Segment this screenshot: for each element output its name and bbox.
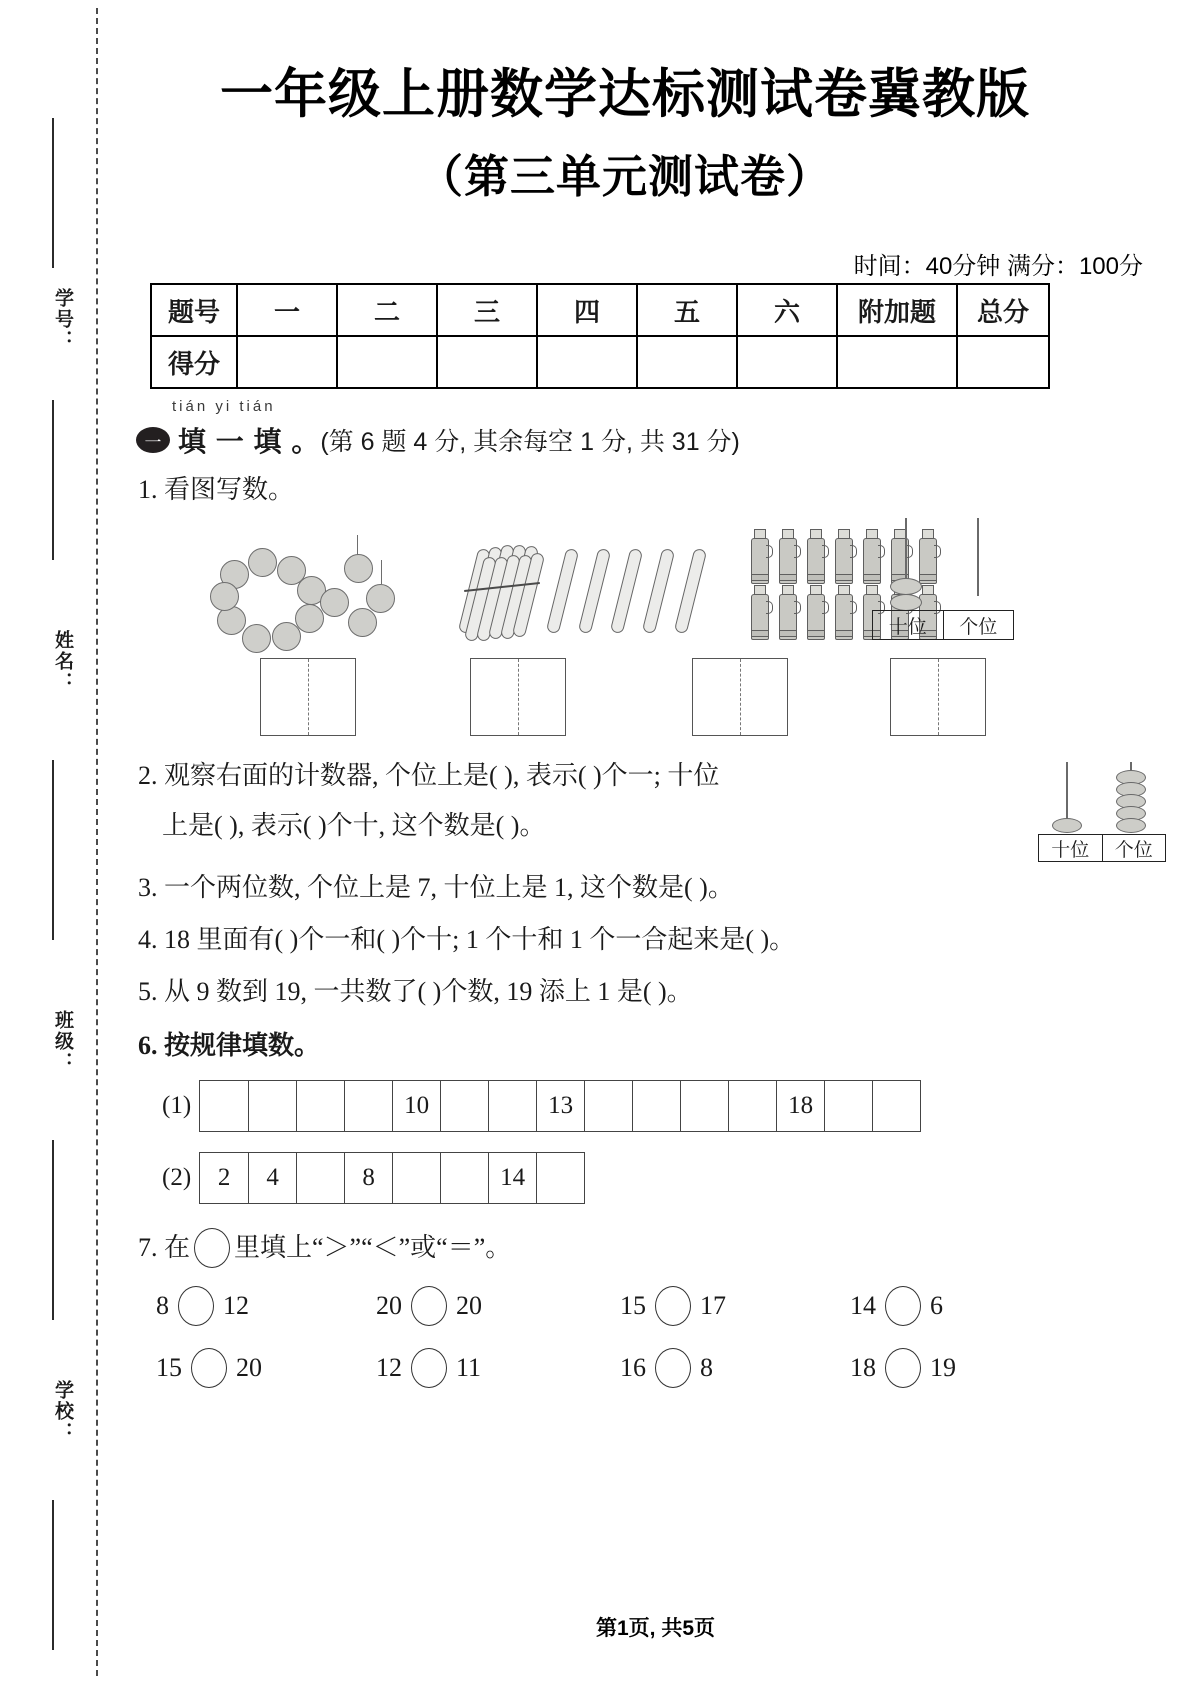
compare-left-number: 15 xyxy=(620,1291,646,1320)
compare-left-number: 8 xyxy=(156,1291,169,1320)
compare-right-number: 8 xyxy=(700,1353,713,1382)
abacus-q1-place-labels xyxy=(872,610,1014,640)
answer-box-q1-3[interactable] xyxy=(692,658,788,736)
score-table-col-6: 六 xyxy=(737,284,837,336)
compare-answer-circle[interactable] xyxy=(178,1286,214,1326)
table-row xyxy=(151,336,1049,388)
question-7-text-b: 里填上“＞”“＜”或“＝”。 xyxy=(234,1233,512,1263)
sequence-cell[interactable]: 18 xyxy=(776,1081,824,1131)
sequence-cell[interactable] xyxy=(632,1081,680,1131)
sequence-cell[interactable] xyxy=(488,1081,536,1131)
question-7-header xyxy=(138,1228,511,1268)
sequence-cell[interactable]: 10 xyxy=(392,1081,440,1131)
compare-answer-circle[interactable] xyxy=(885,1286,921,1326)
compare-right-number: 19 xyxy=(930,1353,956,1382)
circle-placeholder-icon xyxy=(194,1228,230,1268)
compare-answer-circle[interactable] xyxy=(191,1348,227,1388)
compare-answer-circle[interactable] xyxy=(655,1348,691,1388)
compare-answer-circle[interactable] xyxy=(411,1286,447,1326)
sequence-cell[interactable] xyxy=(200,1081,248,1131)
sequence-cell[interactable] xyxy=(824,1081,872,1131)
compare-pair xyxy=(156,1348,262,1388)
answer-box-q1-4[interactable] xyxy=(890,658,986,736)
section-bullet-icon: 一 xyxy=(136,427,170,453)
answer-box-q1-2[interactable] xyxy=(470,658,566,736)
section-points: (第 6 题 4 分, 其余每空 1 分, 共 31 分) xyxy=(320,428,740,456)
abacus-q2-place-labels xyxy=(1038,834,1166,862)
sequence-row-1 xyxy=(162,1080,921,1132)
compare-right-number: 11 xyxy=(456,1353,482,1382)
question-6-text: 6. 按规律填数。 xyxy=(138,1031,321,1060)
score-table-rowhead-qno: 题号 xyxy=(151,284,237,336)
compare-left-number: 20 xyxy=(376,1291,402,1320)
sequence-cell[interactable]: 2 xyxy=(217,1164,231,1191)
score-table xyxy=(150,283,1050,389)
section-pinyin: tián yi tián xyxy=(172,398,276,415)
question-7-text-a: 7. 在 xyxy=(138,1233,191,1263)
sequence-cell[interactable]: 13 xyxy=(536,1081,584,1131)
margin-field-school: 学校： xyxy=(52,1380,73,1443)
sequence-cell[interactable] xyxy=(536,1153,584,1203)
sequence-cell[interactable]: 14 xyxy=(488,1153,536,1203)
left-margin-strip xyxy=(0,0,120,1684)
sequence-row-2-label: (2) xyxy=(162,1164,192,1191)
margin-rule-4 xyxy=(52,1140,54,1320)
compare-pair xyxy=(850,1286,943,1326)
compare-right-number: 20 xyxy=(236,1353,262,1382)
compare-pair xyxy=(620,1348,713,1388)
compare-answer-circle[interactable] xyxy=(655,1286,691,1326)
sequence-row-2 xyxy=(162,1152,585,1204)
margin-rule-3 xyxy=(52,760,54,940)
compare-left-number: 12 xyxy=(376,1353,402,1382)
answer-box-q1-1[interactable] xyxy=(260,658,356,736)
margin-rule-1 xyxy=(52,118,54,268)
score-cell-3[interactable] xyxy=(437,336,537,388)
section-header-one xyxy=(136,420,740,460)
question-1-text: 1. 看图写数。 xyxy=(138,475,295,504)
compare-right-number: 20 xyxy=(456,1291,482,1320)
score-table-col-3: 三 xyxy=(437,284,537,336)
question-3-text: 3. 一个两位数, 个位上是 7, 十位上是 1, 这个数是( )。 xyxy=(138,873,734,902)
score-table-col-4: 四 xyxy=(537,284,637,336)
margin-dashed-line xyxy=(96,8,98,1676)
sequence-cell[interactable] xyxy=(392,1153,440,1203)
sequence-cell[interactable] xyxy=(440,1153,488,1203)
sequence-cell[interactable] xyxy=(872,1081,920,1131)
sequence-cell[interactable] xyxy=(296,1081,344,1131)
sequence-cell[interactable] xyxy=(248,1081,296,1131)
score-table-rowhead-score: 得分 xyxy=(151,336,237,388)
sequence-row-1-label: (1) xyxy=(162,1092,192,1119)
sequence-grid-1[interactable] xyxy=(199,1080,921,1132)
score-table-col-1: 一 xyxy=(237,284,337,336)
sequence-cell[interactable]: 4 xyxy=(248,1153,296,1203)
compare-pair xyxy=(376,1286,482,1326)
compare-answer-circle[interactable] xyxy=(411,1348,447,1388)
table-row xyxy=(151,284,1049,336)
compare-pair xyxy=(850,1348,956,1388)
score-cell-4[interactable] xyxy=(537,336,637,388)
sequence-cell[interactable] xyxy=(680,1081,728,1131)
abacus-q1-ones-label: 个位 xyxy=(943,611,1014,639)
question-4-text: 4. 18 里面有( )个一和( )个十; 1 个十和 1 个一合起来是( )。 xyxy=(138,925,796,954)
sequence-cell[interactable] xyxy=(296,1153,344,1203)
abacus-q2-tens-label: 十位 xyxy=(1051,839,1090,861)
compare-pair xyxy=(376,1348,481,1388)
score-cell-total[interactable] xyxy=(957,336,1049,388)
question-2-line1: 2. 观察右面的计数器, 个位上是( ), 表示( )个一; 十位 xyxy=(138,761,720,790)
sequence-cell[interactable] xyxy=(344,1081,392,1131)
margin-rule-2 xyxy=(52,400,54,560)
margin-rule-5 xyxy=(52,1500,54,1650)
question-5-text: 5. 从 9 数到 19, 一共数了( )个数, 19 添上 1 是( )。 xyxy=(138,977,693,1006)
score-cell-2[interactable] xyxy=(337,336,437,388)
abacus-q2-ones-label: 个位 xyxy=(1102,835,1166,861)
score-cell-6[interactable] xyxy=(737,336,837,388)
page-title-line2: （第三单元测试卷） xyxy=(417,151,832,202)
compare-left-number: 18 xyxy=(850,1353,876,1382)
score-table-col-5: 五 xyxy=(637,284,737,336)
exam-meta-info: 时间：40分钟 满分：100分 xyxy=(853,253,1143,280)
sequence-grid-2[interactable] xyxy=(199,1152,585,1204)
score-table-col-total: 总分 xyxy=(957,284,1049,336)
compare-left-number: 16 xyxy=(620,1353,646,1382)
compare-right-number: 17 xyxy=(700,1291,726,1320)
sequence-cell[interactable] xyxy=(728,1081,776,1131)
compare-right-number: 12 xyxy=(223,1291,249,1320)
page-title-line1: 一年级上册数学达标测试卷冀教版 xyxy=(220,65,1030,124)
score-table-col-2: 二 xyxy=(337,284,437,336)
section-title: 填 一 填 。 xyxy=(178,426,321,457)
page-footer: 第1页, 共5页 xyxy=(595,1617,716,1640)
compare-left-number: 14 xyxy=(850,1291,876,1320)
compare-right-number: 6 xyxy=(930,1291,943,1320)
score-cell-extra[interactable] xyxy=(837,336,957,388)
score-cell-1[interactable] xyxy=(237,336,337,388)
sequence-cell[interactable] xyxy=(584,1081,632,1131)
margin-field-class: 班级： xyxy=(52,1010,73,1073)
question-2-line2: 上是( ), 表示( )个十, 这个数是( )。 xyxy=(162,811,546,840)
worksheet-page xyxy=(120,0,1191,1684)
compare-pair xyxy=(620,1286,726,1326)
compare-pair xyxy=(156,1286,249,1326)
abacus-q1-tens-label: 十位 xyxy=(888,616,927,638)
score-cell-5[interactable] xyxy=(637,336,737,388)
sequence-cell[interactable]: 8 xyxy=(344,1153,392,1203)
sequence-cell[interactable] xyxy=(440,1081,488,1131)
compare-answer-circle[interactable] xyxy=(885,1348,921,1388)
score-table-col-extra: 附加题 xyxy=(837,284,957,336)
margin-field-name: 姓名： xyxy=(52,630,73,693)
compare-left-number: 15 xyxy=(156,1353,182,1382)
margin-field-student-id: 学号： xyxy=(52,288,73,351)
